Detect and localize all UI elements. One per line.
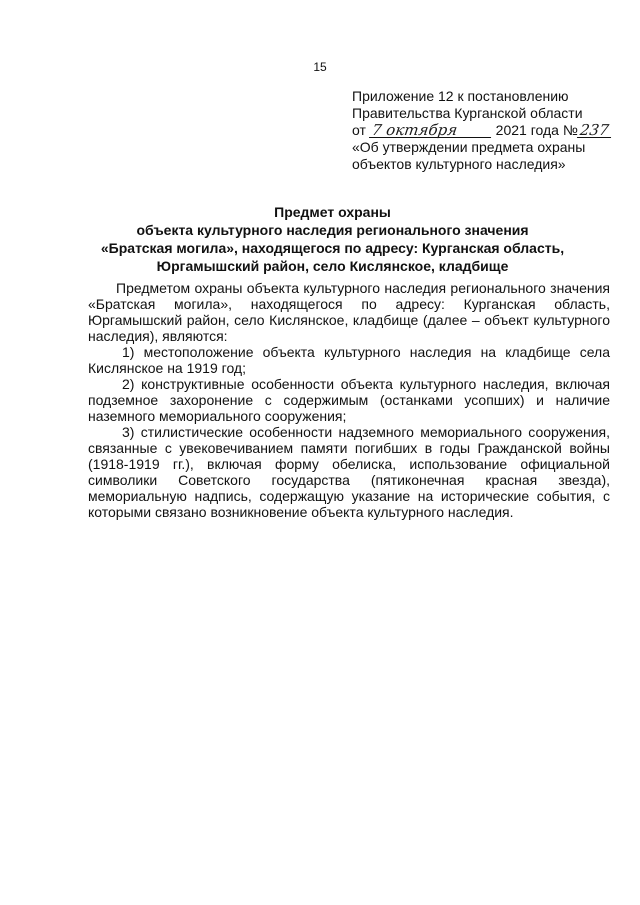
- title-line-2: объекта культурного наследия регионального значения: [136, 222, 529, 238]
- appendix-date-line: [352, 122, 612, 139]
- item-3-paragraph: 3) стилистические особенности надземного мемориального сооружения, связанные с увековечиванием памяти погибших в годы Гражданской войны (1918-1919 гг.), включая форму обелиска, использование официальной символики Советского государства (пятиконечная красная звезда), мемориальную надпись, содержащую указание на исторические события, с которыми связано возникновение объекта культурного наследия.: [88, 424, 610, 520]
- page-number: 15: [313, 60, 327, 74]
- appendix-block: [352, 88, 612, 173]
- item-2-paragraph: 2) конструктивные особенности объекта культурного наследия, включая подземное захоронение с содержимым (останками усопших) и наличие наземного мемориального сооружения;: [88, 376, 610, 424]
- appendix-line-1: Приложение 12 к постановлению: [352, 88, 569, 104]
- appendix-line-2: Правительства Курганской области: [352, 105, 583, 121]
- handwritten-date: 7 октября: [369, 123, 493, 138]
- item-1-paragraph: 1) местоположение объекта культурного наследия на кладбище села Кислянское на 1919 год;: [88, 344, 610, 376]
- year-text: 2021 года №: [495, 122, 578, 138]
- appendix-line-5: объектов культурного наследия»: [352, 156, 566, 172]
- title-line-1: Предмет охраны: [274, 204, 391, 220]
- title-line-4: Юргамышский район, село Кислянское, кладбище: [156, 258, 509, 274]
- date-prefix: от: [352, 122, 366, 138]
- handwritten-number: 237: [577, 123, 613, 138]
- document-title: [60, 203, 605, 275]
- document-body: [88, 280, 610, 520]
- intro-paragraph: Предметом охраны объекта культурного наследия регионального значения «Братская могила», находящегося по адресу: Курганская область, Юргамышский район, село Кислянское, кладбище (далее – объект культурного наследия), являются:: [88, 280, 610, 344]
- appendix-line-4: «Об утверждении предмета охраны: [352, 139, 586, 155]
- title-line-3: «Братская могила», находящегося по адресу: Курганская область,: [100, 240, 565, 256]
